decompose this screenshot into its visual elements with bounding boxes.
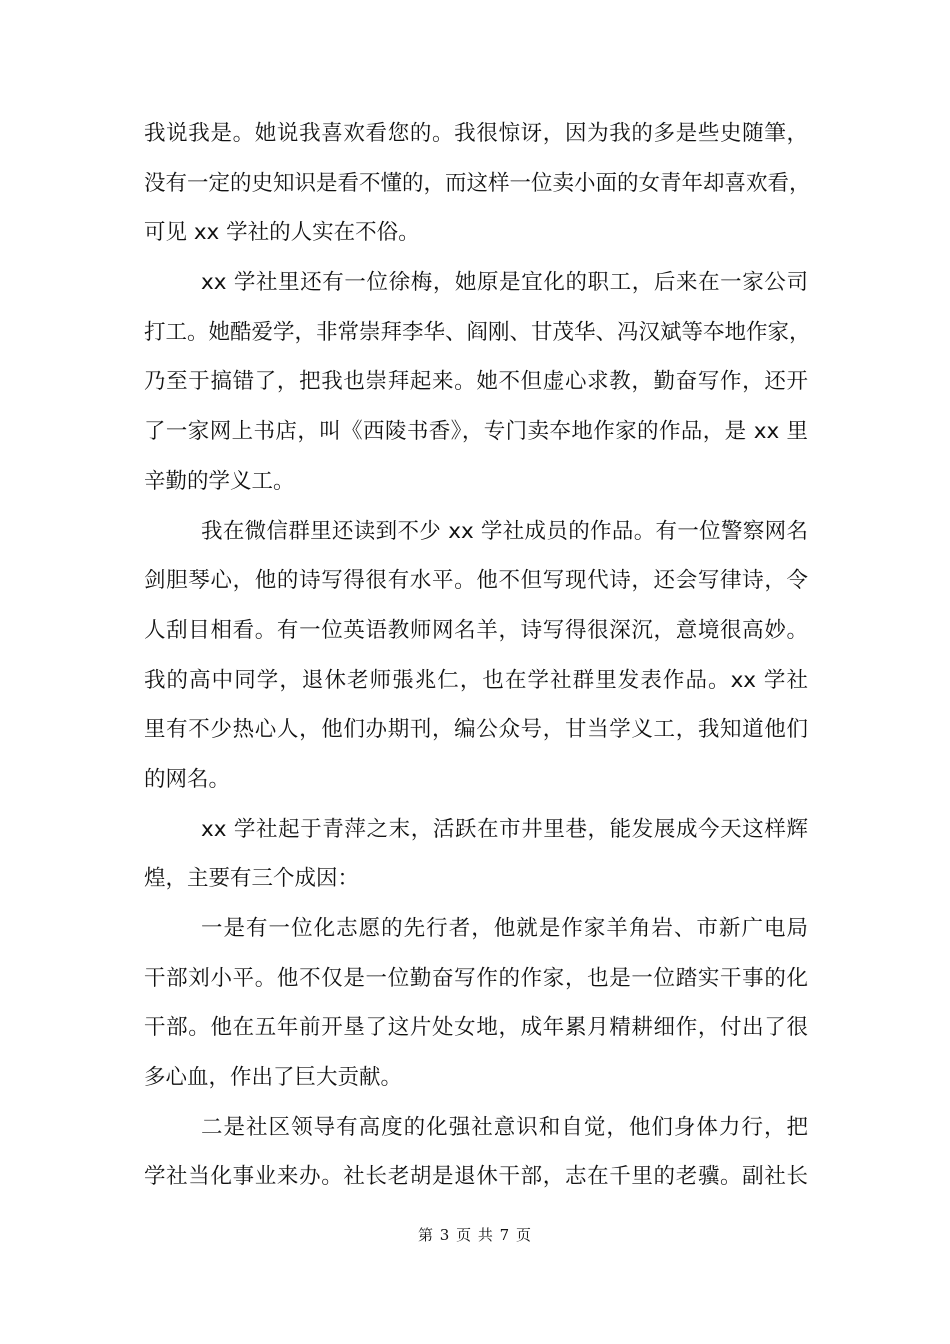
text-line: 打工。她酷爱学，非常崇拜李华、阎刚、甘茂华、冯汉斌等夲地作家， [144,319,811,345]
text-line: 乃至于搞错了，把我也崇拜起来。她不但虚心求教，勤奋写作，还开 [144,369,808,395]
text-line: 干部。他在五年前开垦了这片处女地，成年累月精耕细作，付出了很 [144,1015,808,1041]
text-line: 干部刘小平。他不仅是一位勤奋写作的作家，也是一位踏实干事的化 [144,965,808,991]
text-line: 里有不少热心人，他们办期刊，编公众号，甘当学义工，我知道他们 [144,717,808,743]
text-line: 了一家网上书店，叫《西陵书香》，专门卖夲地作家的作品，是 xx 里 [144,419,808,445]
text-line: 没有一定的史知识是看不懂的，而这样一位卖小面的女青年却喜欢看， [144,170,811,196]
text-line: 辛勤的学义工。 [144,468,295,494]
text-line: 学社当化事业来办。社长老胡是退休干部，志在千里的老骥。副社长 [144,1164,808,1190]
text-line: 剑胆琴心，他的诗写得很有水平。他不但写现代诗，还会写律诗，令 [144,568,808,594]
text-line: 的网名。 [144,766,231,792]
text-line: xx 学社起于青萍之末，活跃在市井里巷，能发展成今天这样辉 [201,816,808,842]
text-line: 我在微信群里还读到不少 xx 学社成员的作品。有一位警察网名 [201,518,808,544]
text-line: 一是有一位化志愿的先行者，他就是作家羊角岩、市新广电局 [201,916,808,941]
page-number-footer: 第 3 页 共 7 页 [418,1226,532,1244]
text-line: 我说我是。她说我喜欢看您的。我很惊讶，因为我的多是些史随筆， [144,121,808,146]
text-line: 二是社区领导有高度的化强社意识和自觉，他们身体力行，把 [201,1114,808,1140]
text-line: 多心血，作出了巨大贡献。 [144,1065,403,1091]
text-line: 人刮目相看。有一位英语教师网名羊，诗写得很深沉，意境很高妙。 [144,617,808,643]
text-line: 煌，主要有三个成因： [144,866,360,892]
text-line: 可见 xx 学社的人实在不俗。 [144,220,420,246]
text-line: 我的高中同学，退休老师張兆仁，也在学社群里发表作品。xx 学社 [144,667,808,693]
body-text [144,109,811,1202]
text-line: xx 学社里还有一位徐梅，她原是宜化的职工，后来在一家公司 [201,270,808,296]
